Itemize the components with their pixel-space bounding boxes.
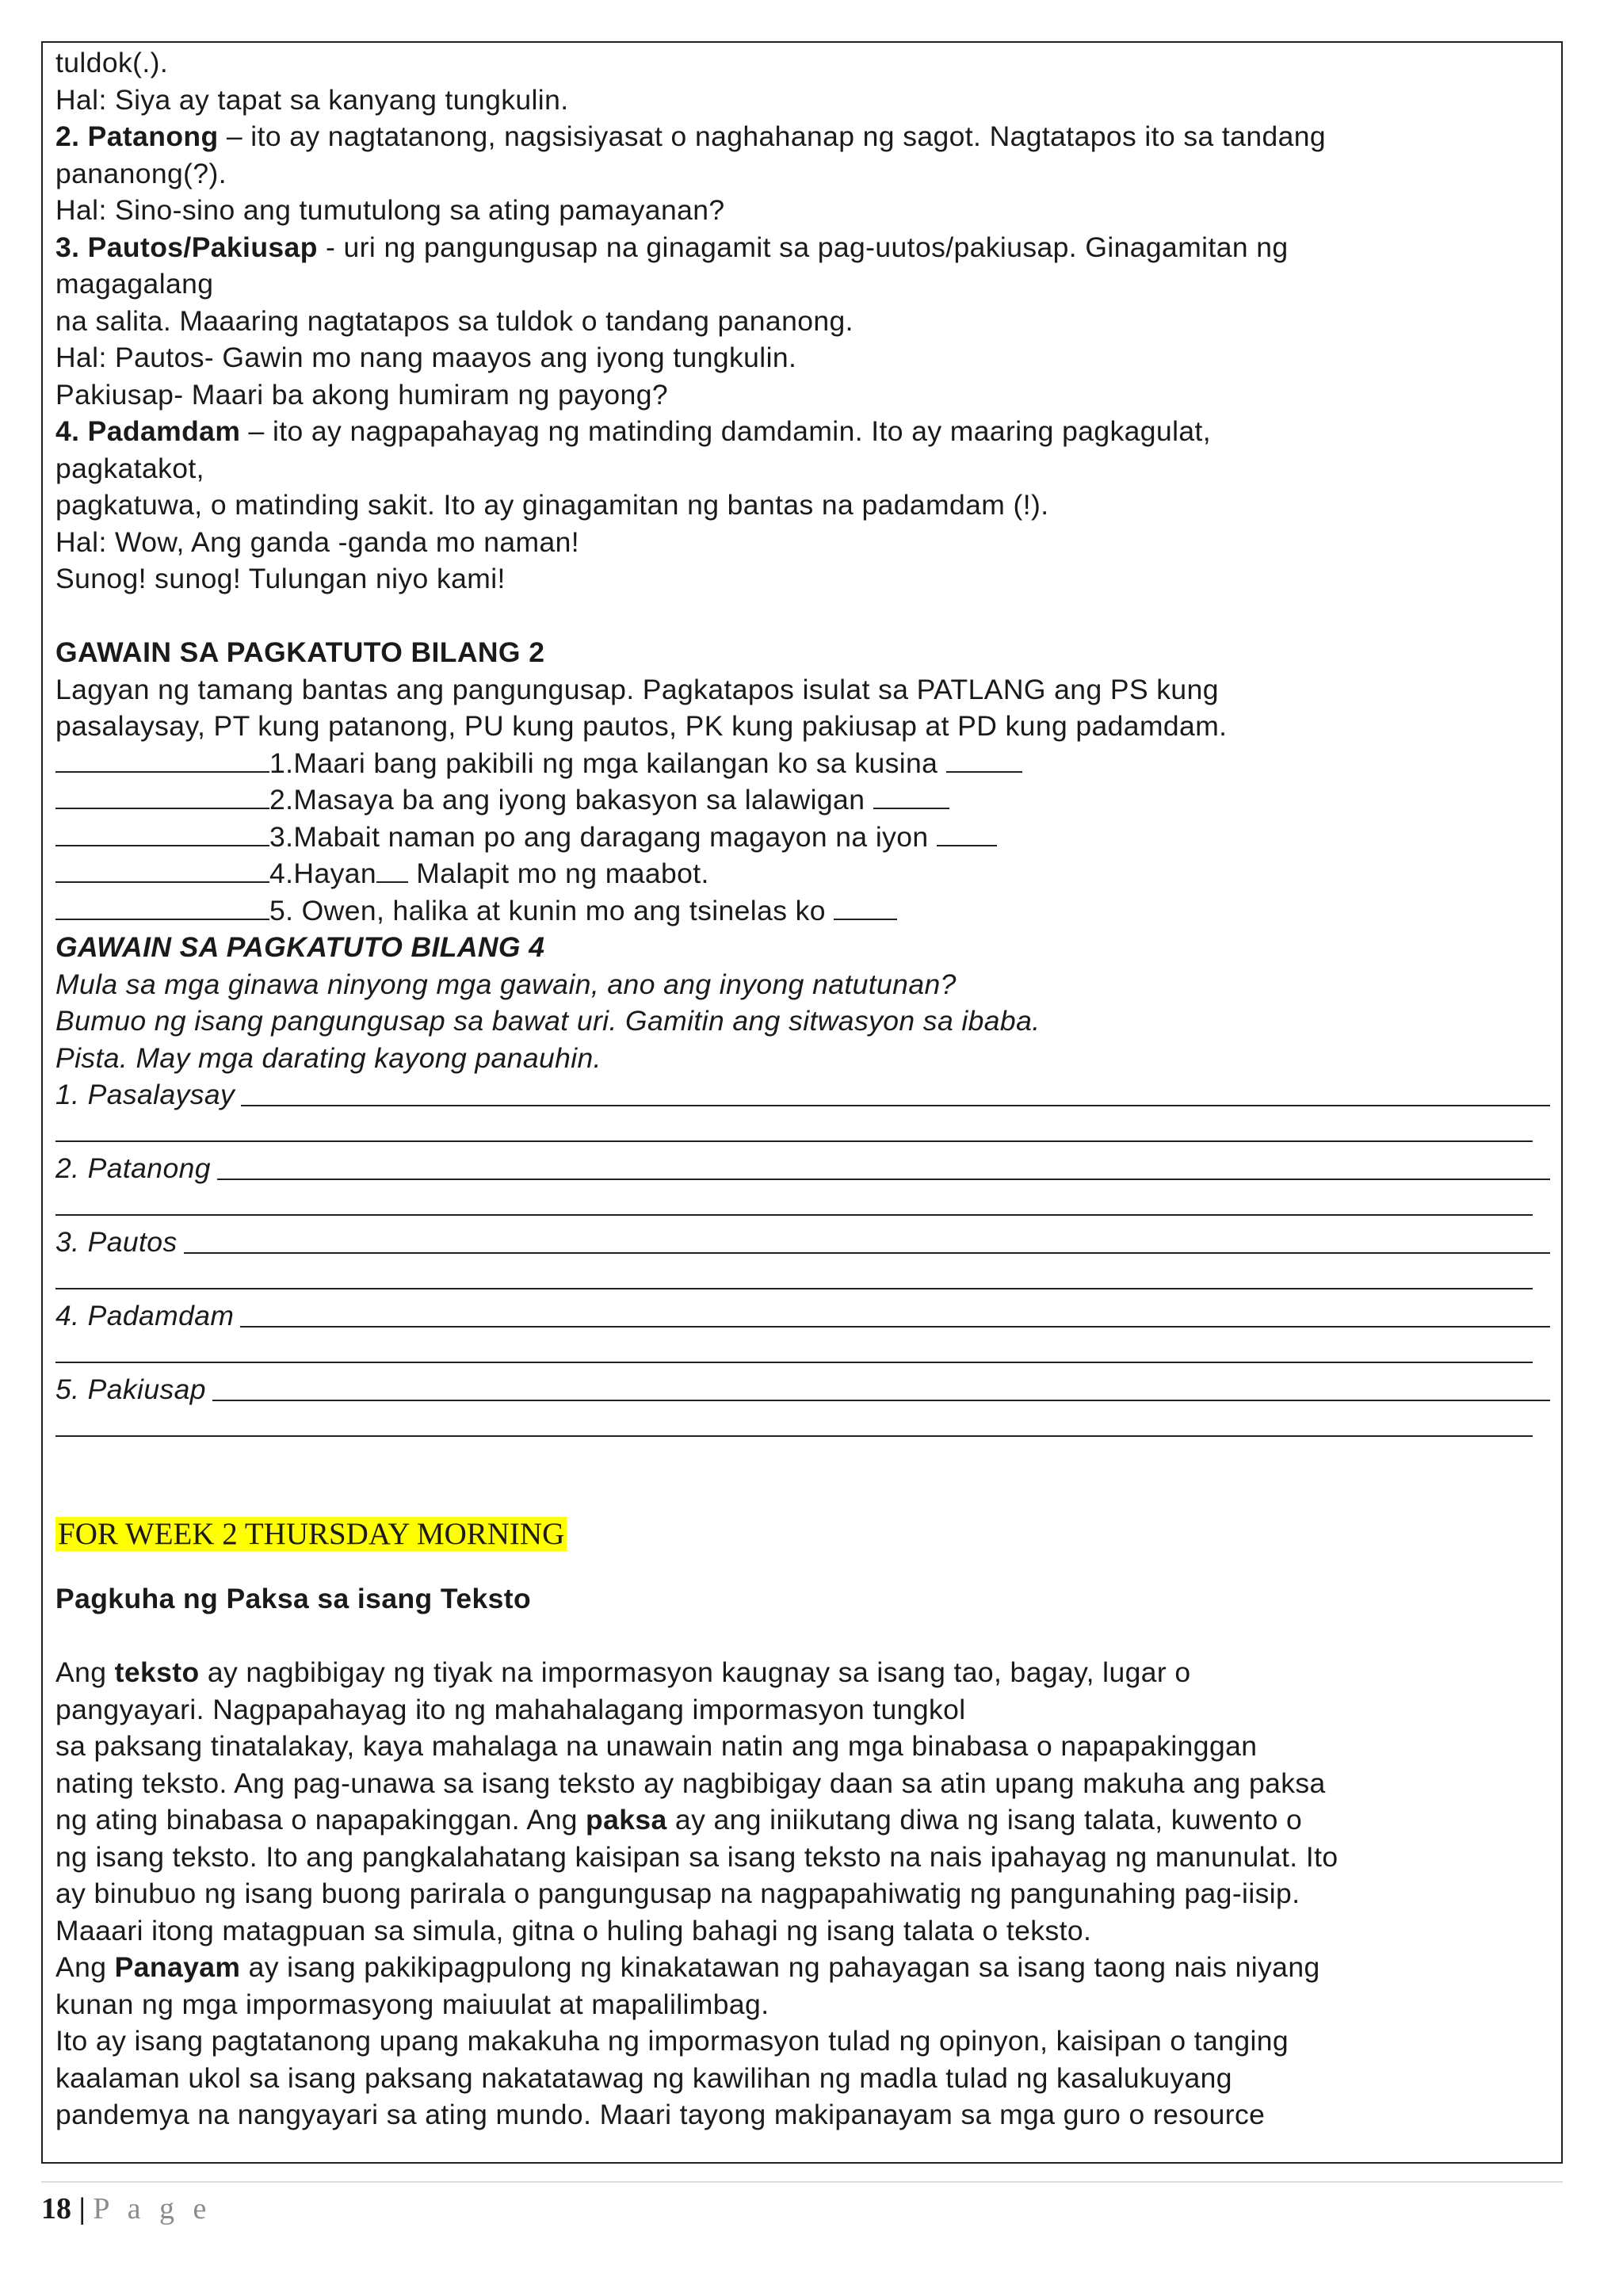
answer-blank[interactable] <box>55 747 269 773</box>
text-line: Pakiusap- Maari ba akong humiram ng payong? <box>55 378 668 411</box>
footer-separator: | <box>71 2192 94 2225</box>
answer-line[interactable] <box>217 1179 1550 1180</box>
text-run: ay isang pakikipagpulong ng kinakatawan ng pahayagan sa isang taong nais niyang <box>240 1951 1320 1983</box>
answer-blank[interactable] <box>55 858 269 883</box>
page-content-frame <box>41 41 1563 2164</box>
type-padamdam-desc: – ito ay nagpapahayag ng matinding damdamin. Ito ay maaring pagkagulat, <box>240 415 1212 447</box>
paragraph-line: kaalaman ukol sa isang paksang nakatatawag ng kawilihan ng madla tulad ng kasalukuyang <box>55 2061 1232 2094</box>
answer-blank[interactable] <box>55 784 269 809</box>
text-line: Hal: Siya ay tapat sa kanyang tungkulin. <box>55 83 569 116</box>
gawain-4-question: Bumuo ng isang pangungusap sa bawat uri. Gamitin ang sitwasyon sa ibaba. <box>55 1005 1041 1037</box>
text-line: pananong(?). <box>55 157 227 189</box>
exercise-item <box>55 745 1550 782</box>
term-paksa: paksa <box>585 1804 667 1836</box>
answer-line-continued[interactable] <box>55 1114 1550 1151</box>
text-run: ay ang iniikutang diwa ng isang talata, kuwento o <box>666 1804 1303 1836</box>
gawain-2-instructions: Lagyan ng tamang bantas ang pangungusap. Pagkatapos isulat sa PATLANG ang PS kung <box>55 673 1219 705</box>
week-label-row <box>55 1512 1550 1557</box>
type-patanong-desc: – ito ay nagtatanong, nagsisiyasat o naghahanap ng sagot. Nagtatapos ito sa tandang <box>218 120 1327 152</box>
paragraph-line <box>55 1654 1550 1691</box>
answer-line[interactable] <box>212 1400 1550 1401</box>
text-run: Ang <box>55 1951 115 1983</box>
answer-line[interactable] <box>184 1252 1550 1254</box>
answer-row-label: 3. Pautos <box>55 1226 178 1258</box>
text-line: Hal: Sino-sino ang tumutulong sa ating pamayanan? <box>55 194 725 226</box>
text-line: Hal: Pautos- Gawin mo nang maayos ang iyong tungkulin. <box>55 342 797 373</box>
gawain-2-instructions: pasalaysay, PT kung patanong, PU kung pautos, PK kung pakiusap at PD kung padamdam. <box>55 710 1228 742</box>
gawain-4-title: GAWAIN SA PAGKATUTO BILANG 4 <box>55 931 545 963</box>
footer-divider <box>41 2181 1563 2183</box>
paragraph-line: Maaari itong matagpuan sa simula, gitna o huling bahagi ng isang talata o teksto. <box>55 1914 1092 1946</box>
exercise-item <box>55 855 1550 892</box>
paragraph-line: Ito ay isang pagtatanong upang makakuha ng impormasyon tulad ng opinyon, kaisipan o tanging <box>55 2025 1289 2057</box>
punctuation-blank[interactable] <box>873 784 949 809</box>
gawain-4-question: Mula sa mga ginawa ninyong mga gawain, ano ang inyong natutunan? <box>55 968 957 1000</box>
type-padamdam-label: 4. Padamdam <box>55 415 241 447</box>
spacer <box>55 598 1550 635</box>
type-pautos-label: 3. Pautos/Pakiusap <box>55 231 318 263</box>
exercise-item-text: Malapit mo ng maabot. <box>408 858 709 889</box>
paragraph-line: ay binubuo ng isang buong parirala o pangungusap na nagpapahiwatig ng pangunahing pag-iisip. <box>55 1878 1300 1909</box>
answer-line-continued[interactable] <box>55 1261 1550 1298</box>
gawain-2-title: GAWAIN SA PAGKATUTO BILANG 2 <box>55 636 545 668</box>
spacer <box>55 1618 1550 1655</box>
answer-row <box>55 1371 1550 1408</box>
answer-row <box>55 1297 1550 1335</box>
paragraph-line: ng isang teksto. Ito ang pangkalahatang kaisipan sa isang teksto na nais ipahayag ng manunulat. Ito <box>55 1840 1338 1873</box>
answer-row-label: 1. Pasalaysay <box>55 1079 235 1110</box>
punctuation-blank[interactable] <box>946 747 1022 773</box>
exercise-item-text: 1.Maari bang pakibili ng mga kailangan ko sa kusina <box>269 747 938 779</box>
punctuation-blank[interactable] <box>376 858 408 883</box>
answer-blank[interactable] <box>55 895 269 920</box>
answer-row-label: 2. Patanong <box>55 1152 211 1184</box>
punctuation-blank[interactable] <box>937 821 997 846</box>
text-line <box>55 413 1550 450</box>
answer-row-label: 4. Padamdam <box>55 1300 235 1331</box>
page-number: 18 <box>41 2192 71 2225</box>
type-pautos-desc: - uri ng pangungusap na ginagamit sa pag-uutos/pakiusap. Ginagamitan ng <box>317 231 1289 263</box>
exercise-item-text: 4.Hayan <box>269 858 377 889</box>
paragraph-line: sa paksang tinatalakay, kaya mahalaga na unawain natin ang mga binabasa o napapakinggan <box>55 1730 1258 1762</box>
answer-line-continued[interactable] <box>55 1187 1550 1224</box>
exercise-item-text: 5. Owen, halika at kunin mo ang tsinelas ko <box>269 894 826 926</box>
type-patanong-label: 2. Patanong <box>55 120 219 152</box>
gawain-4-situation: Pista. May mga darating kayong panauhin. <box>55 1041 601 1074</box>
paragraph-line: nating teksto. Ang pag-unawa sa isang teksto ay nagbibigay daan sa atin upang makuha ang paksa <box>55 1767 1326 1799</box>
page-word: P a g e <box>93 2192 212 2225</box>
exercise-item <box>55 892 1550 930</box>
paragraph-line <box>55 1801 1550 1839</box>
spacer <box>55 1557 1550 1580</box>
answer-line-continued[interactable] <box>55 1335 1550 1372</box>
section-title: Pagkuha ng Paksa sa isang Teksto <box>55 1583 532 1614</box>
text-line: tuldok(.). <box>55 47 169 78</box>
week-label-highlight: FOR WEEK 2 THURSDAY MORNING <box>55 1517 567 1551</box>
answer-line[interactable] <box>241 1105 1550 1106</box>
answer-row-label: 5. Pakiusap <box>55 1373 206 1405</box>
term-panayam: Panayam <box>114 1951 241 1983</box>
term-teksto: teksto <box>114 1656 200 1688</box>
paragraph-line: pandemya na nangyayari sa ating mundo. Maari tayong makipanayam sa mga guro o resource <box>55 2099 1266 2130</box>
exercise-item <box>55 819 1550 856</box>
exercise-item-text: 3.Mabait naman po ang daragang magayon na iyon <box>269 820 929 853</box>
text-run: ng ating binabasa o napapakinggan. Ang <box>55 1804 586 1836</box>
exercise-item <box>55 781 1550 819</box>
answer-row <box>55 1224 1550 1261</box>
page-footer <box>41 2189 212 2229</box>
text-run: Ang <box>55 1656 115 1688</box>
answer-row <box>55 1076 1550 1114</box>
text-line: pagkatakot, <box>55 452 204 484</box>
paragraph-line: kunan ng mga impormasyong maiuulat at mapalilimbag. <box>55 1988 769 2020</box>
answer-row <box>55 1150 1550 1187</box>
text-line: na salita. Maaaring nagtatapos sa tuldok o tandang pananong. <box>55 304 854 337</box>
text-line: Hal: Wow, Ang ganda -ganda mo naman! <box>55 525 580 558</box>
text-line: pagkatuwa, o matinding sakit. Ito ay ginagamitan ng bantas na padamdam (!). <box>55 489 1049 521</box>
answer-blank[interactable] <box>55 821 269 846</box>
text-line: magagalang <box>55 268 214 300</box>
answer-line[interactable] <box>240 1326 1550 1328</box>
text-line <box>55 118 1550 155</box>
text-line <box>55 229 1550 266</box>
exercise-item-text: 2.Masaya ba ang iyong bakasyon sa lalawigan <box>269 784 865 816</box>
paragraph-line: pangyayari. Nagpapahayag ito ng mahahalagang impormasyon tungkol <box>55 1693 966 1725</box>
answer-line-continued[interactable] <box>55 1408 1550 1446</box>
punctuation-blank[interactable] <box>834 895 897 920</box>
text-line: Sunog! sunog! Tulungan niyo kami! <box>55 563 506 594</box>
paragraph-line <box>55 1949 1550 1986</box>
spacer <box>55 1445 1550 1512</box>
text-run: ay nagbibigay ng tiyak na impormasyon kaugnay sa isang tao, bagay, lugar o <box>199 1656 1191 1688</box>
